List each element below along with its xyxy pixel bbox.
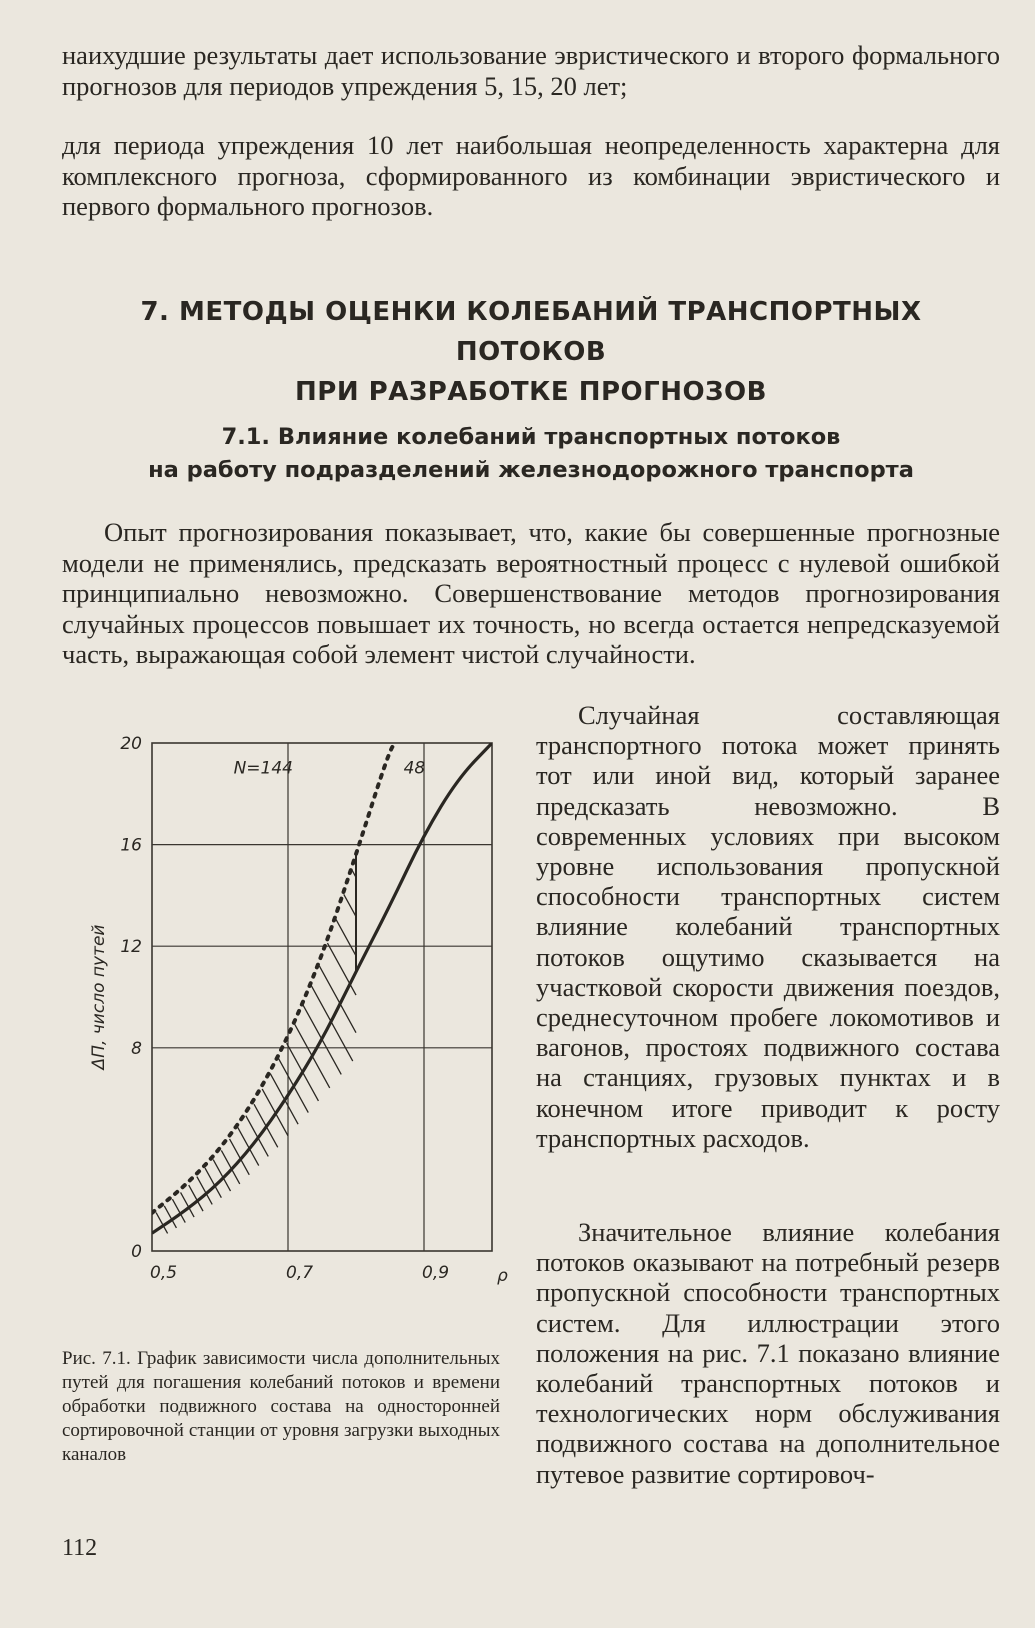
chart-series: [152, 743, 492, 1233]
x-tick-label: 0,7: [286, 1263, 314, 1283]
paragraph-5: Значительное влияние колебания потоков оказывают на потребный резерв пропускной способности транспортных систем. Для иллюстрации этого положения на рис. 7.1 показано влияние колебаний транспортных потоков и технологических норм обслуживания подвижного состава на дополнительное путевое развитие сортировоч-: [536, 1217, 1000, 1489]
hatch-line: [319, 966, 356, 1033]
paragraph-1: наихудшие результаты дает использование эвристического и второго формального прогнозов для периодов упреждения 5, 15, 20 лет;: [62, 40, 1000, 101]
figure-caption: Рис. 7.1. График зависимости числа дополнительных путей для погашения колебаний потоков и времени обработки подвижного состава на односторонней сортировочной станции от уровня загрузки выходных каналов: [62, 1348, 500, 1465]
hatched-region: [156, 855, 356, 1234]
section-title-line-2: ПРИ РАЗРАБОТКЕ ПРОГНОЗОВ: [295, 377, 767, 407]
y-tick-label: 0: [131, 1242, 142, 1262]
hatch-line: [336, 919, 356, 956]
series-line-48: [152, 743, 492, 1233]
paragraph-3: Опыт прогнозирования показывает, что, какие бы совершенные прогнозные модели не применялись, предсказать вероятностный процесс с нулевой ошибкой принципиально невозможно. Совершенствование методов прогнозирования случайных процессов повышает их точность, но всегда остается непредсказуемой часть, выражающая собой элемент чистой случайности.: [62, 517, 1000, 669]
series-label-48: 48: [403, 758, 426, 779]
hatch-line: [344, 894, 356, 916]
y-axis-label: ΔП, число путей: [89, 924, 109, 1070]
subsection-title: [62, 421, 1000, 487]
y-tick-label: 16: [120, 835, 142, 856]
series-label-n144: N=144: [233, 758, 294, 779]
subsection-title-line-1: 7.1. Влияние колебаний транспортных потоков: [221, 424, 841, 450]
paragraph-2: для периода упреждения 10 лет наибольшая неопределенность характерна для комплексного прогноза, сформированного из комбинации эвристического и первого формального прогнозов.: [62, 130, 1000, 221]
chart-grid: [152, 743, 492, 1251]
x-tick-label: 0,9: [422, 1263, 450, 1283]
paragraph-4: Случайная составляющая транспортного потока может принять тот или иной вид, который заранее предсказать невозможно. В современных условиях при высоком уровне использования пропускной способности транспортных систем влияние колебаний транспортных потоков ощутимо сказывается на участковой скорости движения поездов, среднесуточном пробеге локомотивов и вагонов, простоях подвижного состава на станциях, грузовых пунктах и в конечном итоге приводит к росту транспортных расходов.: [536, 700, 1000, 1153]
y-tick-label: 12: [120, 937, 142, 958]
x-tick-label: 0,5: [150, 1263, 178, 1283]
subsection-title-line-2: на работу подразделений железнодорожного транспорта: [148, 457, 914, 483]
section-title-line-1: 7. МЕТОДЫ ОЦЕНКИ КОЛЕБАНИЙ ТРАНСПОРТНЫХ ПОТОКОВ: [140, 297, 922, 367]
page-number: 112: [62, 1535, 98, 1561]
figure-7-1-chart: [72, 728, 512, 1328]
section-title: [62, 292, 1000, 412]
plot-frame: [152, 743, 492, 1251]
y-tick-label: 8: [131, 1038, 142, 1059]
x-axis-label: ρ: [497, 1266, 508, 1286]
y-tick-label: 20: [120, 734, 142, 754]
